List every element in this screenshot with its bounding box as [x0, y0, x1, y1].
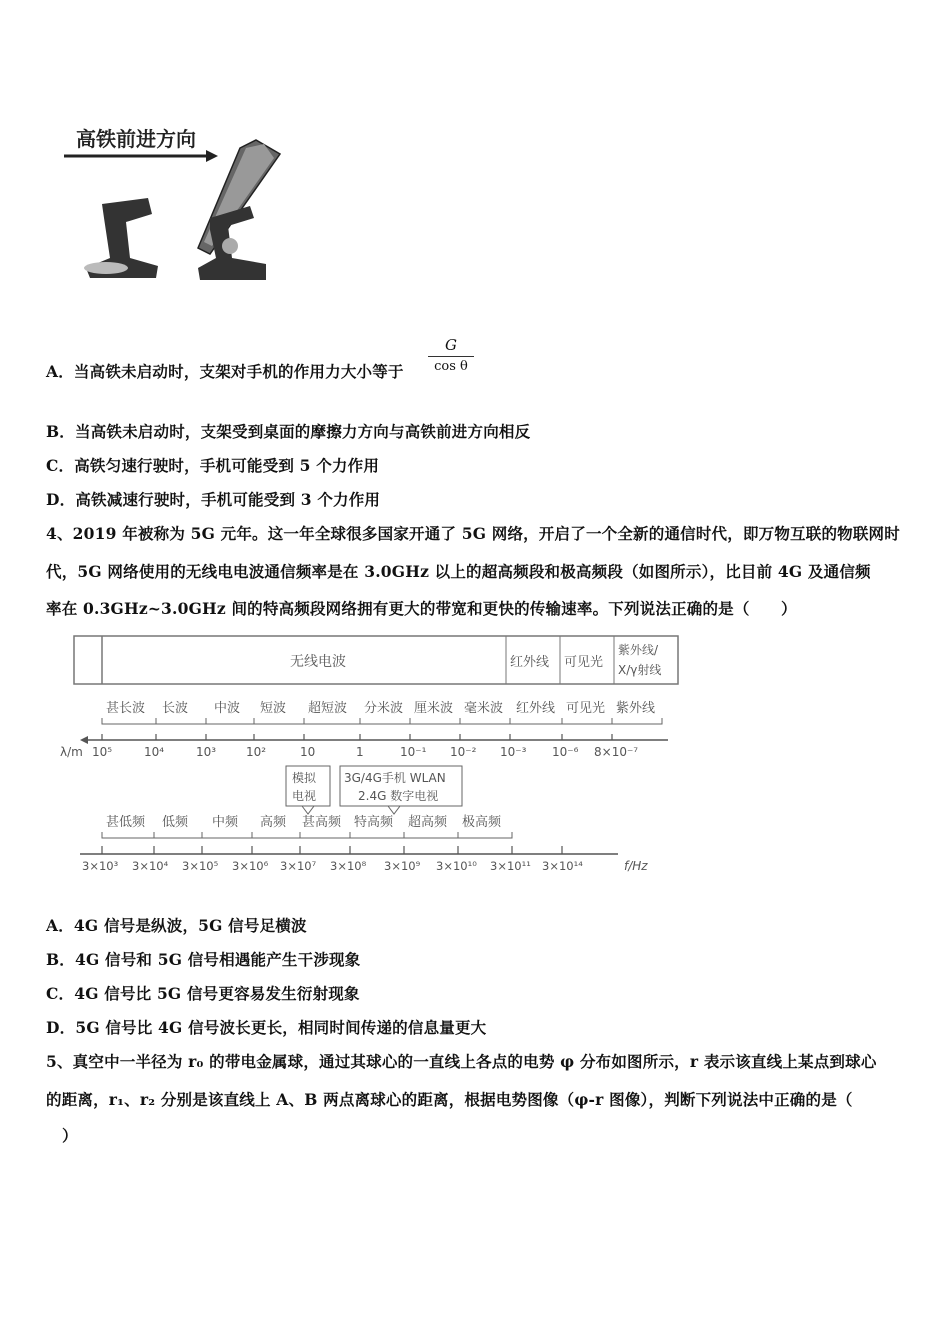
freq-tick: 3×10¹⁰ — [436, 859, 477, 873]
freq-name: 超高频 — [408, 815, 448, 830]
em-spectrum-figure — [58, 632, 688, 882]
wave-name: 超短波 — [308, 701, 348, 716]
lambda-tick: 10⁻⁶ — [552, 745, 579, 759]
freq-tick: 3×10⁶ — [232, 859, 269, 873]
lambda-axis-label: λ/m — [60, 745, 83, 759]
q4-option-b: B．4G 信号和 5G 信号相遇能产生干涉现象 — [46, 950, 361, 969]
band-xray: X/γ射线 — [618, 663, 662, 677]
wave-name: 中波 — [214, 701, 241, 716]
freq-tick: 3×10¹¹ — [490, 859, 531, 873]
wave-name: 可见光 — [566, 701, 606, 716]
q4-stem-line3: 率在 0.3GHz~3.0GHz 间的特高频段网络拥有更大的带宽和更快的传输速率。下列说法正确的是（ ） — [46, 599, 797, 618]
theta-label: θ — [92, 240, 102, 259]
lambda-tick: 1 — [356, 745, 364, 759]
lambda-tick: 10⁴ — [144, 745, 165, 759]
freq-tick: 3×10⁴ — [132, 859, 169, 873]
freq-tick: 3×10¹⁴ — [542, 859, 583, 873]
q4-stem-line1: 4、2019 年被称为 5G 元年。这一年全球很多国家开通了 5G 网络，开启了一个全新的通信时代，即万物互联的物联网时 — [46, 524, 900, 543]
q3-option-a: A．当高铁未启动时，支架对手机的作用力大小等于 — [46, 362, 404, 381]
wave-name: 厘米波 — [414, 701, 454, 716]
freq-name: 极高频 — [462, 815, 502, 830]
wave-name: 毫米波 — [464, 701, 504, 716]
lambda-tick: 10⁻³ — [500, 745, 527, 759]
freq-name: 甚低频 — [106, 815, 146, 830]
q4-option-c: C．4G 信号比 5G 信号更容易发生衍射现象 — [46, 984, 360, 1003]
q4-option-d: D．5G 信号比 4G 信号波长更长，相同时间传递的信息量更大 — [46, 1018, 487, 1037]
freq-name: 特高频 — [354, 815, 394, 830]
callout-4g-2: 2.4G 数字电视 — [358, 789, 439, 803]
callout-analog-tv-1: 模拟 — [292, 771, 317, 785]
freq-tick: 3×10⁸ — [330, 859, 367, 873]
q4-stem-line2: 代，5G 网络使用的无线电电波通信频率是在 3.0GHz 以上的超高频段和极高频段（如图所示），比目前 4G 及通信频 — [46, 562, 871, 581]
freq-name: 高频 — [260, 815, 287, 830]
wave-name: 分米波 — [364, 701, 404, 716]
wave-name: 红外线 — [516, 701, 556, 716]
freq-name: 甚高频 — [302, 815, 342, 830]
freq-name: 中频 — [212, 815, 239, 830]
wave-name: 甚长波 — [106, 701, 146, 716]
freq-axis-label: f/Hz — [624, 859, 648, 873]
freq-tick: 3×10³ — [82, 859, 119, 873]
lambda-tick: 10³ — [196, 745, 217, 759]
freq-name: 低频 — [162, 815, 189, 830]
q5-stem-line1: 5、真空中一半径为 r₀ 的带电金属球，通过其球心的一直线上各点的电势 φ 分布如图所示，r 表示该直线上某点到球心 — [46, 1052, 877, 1071]
freq-tick: 3×10⁵ — [182, 859, 219, 873]
q4-option-a: A．4G 信号是纵波，5G 信号足横波 — [46, 916, 307, 935]
q5-stem-line3: ） — [62, 1126, 78, 1145]
band-uv: 紫外线/ — [618, 643, 659, 657]
freq-tick: 3×10⁷ — [280, 859, 317, 873]
lambda-tick: 10 — [300, 745, 316, 759]
phone-holder-figure — [60, 118, 300, 298]
wave-name: 紫外线 — [616, 701, 656, 716]
lambda-tick: 8×10⁻⁷ — [594, 745, 639, 759]
band-visible: 可见光 — [564, 655, 604, 670]
lambda-tick: 10⁻² — [450, 745, 477, 759]
wave-name: 长波 — [162, 701, 189, 716]
q3-option-d: D．高铁减速行驶时，手机可能受到 3 个力作用 — [46, 490, 381, 509]
freq-tick: 3×10⁹ — [384, 859, 421, 873]
lambda-tick: 10⁻¹ — [400, 745, 427, 759]
lambda-tick: 10² — [246, 745, 267, 759]
wave-name: 短波 — [260, 701, 287, 716]
direction-arrow-icon — [206, 150, 218, 162]
q5-stem-line2: 的距离，r₁、r₂ 分别是该直线上 A、B 两点离球心的距离，根据电势图像（φ-r 图像），判断下列说法中正确的是（ — [46, 1090, 853, 1109]
band-infrared: 红外线 — [510, 655, 550, 670]
train-direction-label: 高铁前进方向 — [76, 127, 196, 151]
q3-option-c: C．高铁匀速行驶时，手机可能受到 5 个力作用 — [46, 456, 380, 475]
band-radio: 无线电波 — [290, 654, 346, 670]
callout-analog-tv-2: 电视 — [292, 789, 317, 803]
lambda-tick: 10⁵ — [92, 745, 113, 759]
fraction-g-over-cos: $\frac{G}{\text{cos θ}}$ — [428, 336, 474, 374]
q3-option-b: B．当高铁未启动时，支架受到桌面的摩擦力方向与高铁前进方向相反 — [46, 422, 531, 441]
callout-4g-1: 3G/4G手机 WLAN — [344, 771, 446, 785]
